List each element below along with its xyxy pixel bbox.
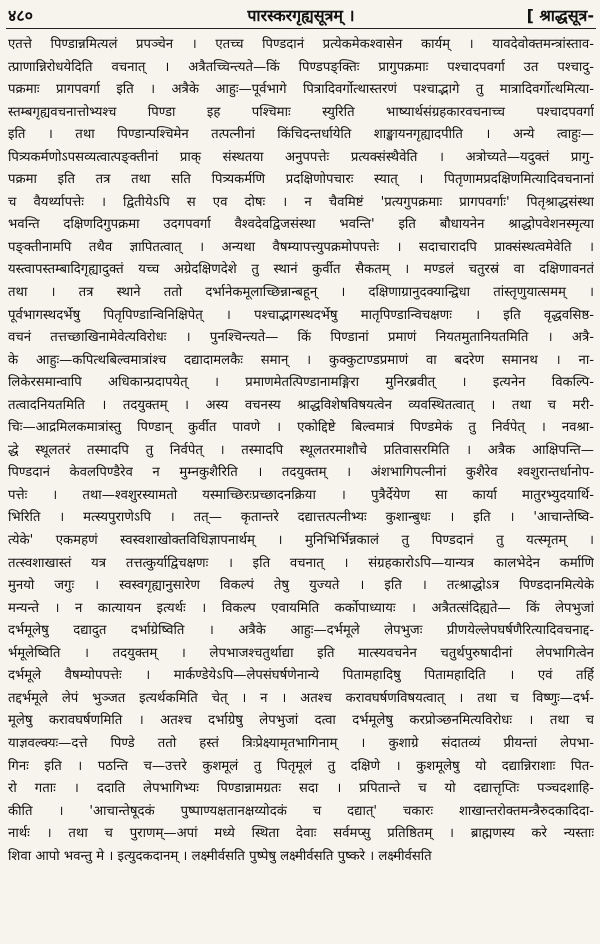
text-line: वचनं तत्तच्छाखिनामेवेत्यविरोधः । पुनश्चिन्त्यते— किं पिण्डानां प्रमाणं नियतमुतानियतमिति । अत्रै-: [8, 330, 594, 346]
running-title: पारस्करगृह्यसूत्रम् ।: [247, 6, 355, 25]
text-line: रो गताः । ददाति लेपभागिभ्यः पिण्डान्नामग्रतः सदा । प्रपितान्ते च यो दद्यात्तृप्तिः पञ्चदशाहि-: [8, 781, 594, 797]
text-line: पूर्वभागस्थदर्भेषु पितृपिण्डान्विनिक्षिपेत् । पश्चाद्भागस्थदर्भेषु मातृपिण्डान्विचक्षणः । इति वृद्धवसिष्ठ-: [8, 307, 594, 323]
text-line: र्भमूलेष्विति । तदयुक्तम् । लेपभाजश्चतुर्थाद्या इति मात्स्यवचनेन चतुर्थपुरुषादीनां लेपभागित्वेन: [8, 645, 594, 661]
header-rule: [6, 28, 596, 29]
text-line: दर्भमूले वैषम्योपपत्तेः । मार्कण्डेयेऽपि—लेपसंघर्षणेनान्ये पितामहादिषु पितामहादिति । एवं तर्हि: [8, 668, 594, 684]
text-line: यस्त्वापस्तम्बादिगृह्यादुक्तं यच्च अग्रेदक्षिणदेशे तु स्थानं कुर्वीत सैकतम् । मण्डलं चतुरस्रं वा दक्षिणावनतं: [8, 262, 594, 278]
text-line: भिरिति । मत्स्यपुराणेऽपि । तत्— कृतान्तरे दद्यात्तत्पत्नीभ्यः कुशान्बुधः । इति । 'आचान्तेष्वि-: [8, 510, 594, 526]
text-line: कीति । 'आचान्तेषूदकं पुष्पाण्यक्षतानक्षय्योदकं च दद्यात्' चकारः शाखान्तरोक्तमन्त्रैरुदकादिदा-: [8, 803, 594, 819]
text-line: पक्रमा इति तत्र तथा सति पित्र्यकर्मणि प्रदक्षिणोपचारः स्यात् । पितृणामप्रदक्षिणमित्यादिवचनानां: [8, 172, 594, 188]
text-line: मुनयो जगुः । स्वस्वगृह्यानुसारेण विकल्पं तेषु युज्यते । इति । तत्श्राद्धोऽत्र पिण्डदानमित्येके: [8, 578, 594, 594]
text-line: स्तम्बगृह्यवचनात्तोभ्यश्च पिण्डा इह पश्चिमाः स्युरिति भाष्यार्थसंग्रहकारवचनाच्च पश्चादपवर्गा: [8, 104, 594, 120]
page-header: [8, 4, 594, 28]
text-line: याज्ञवल्क्यः—दत्ते पिण्डे ततो हस्तं त्रिःप्रेक्ष्यामृतभागिनाम् । कुशाग्रे संदातव्यं प्रीयन्तां लेपभा-: [8, 735, 594, 751]
page-number: ४८०: [8, 6, 33, 25]
section-label: [ श्राद्धसूत्र-: [526, 6, 594, 25]
text-line: गिनः इति । पठन्ति च—उत्तरे कुशमूलं तु पितृमूलं तु दक्षिणे । कुशमूलेषु यो दद्यान्निराशाः पित-: [8, 758, 594, 774]
text-line: तत्स्वशाखास्तं यत्र तत्तत्कुर्याद्विचक्षणः । इति वचनात् । संग्रहकारोऽपि—यान्यत्र कालभेदेन कर्माणि: [8, 555, 594, 571]
text-line: भवन्ति दक्षिणदिगुपक्रमा उदगपवर्गा वैश्वदेवद्विजसंस्था भवन्ति' इति बौधायनेन श्राद्धोपवेशनस्मृत्या: [8, 217, 594, 233]
text-line: पक्रमाः प्रागपवर्गा इति । अत्रैके आहुः—पूर्वभागे पित्रादिवर्गोत्थास्तरणं पश्चाद्भागे तु मात्रादिवर्गोत्थमित्या-: [8, 82, 594, 98]
text-line: के आहुः—कपित्थबिल्वमात्रांश्च दद्यादामलकैः समान् । कुक्कुटाण्डप्रमाणं वा बदरेण समानथ । ना-: [8, 352, 594, 368]
text-line: द्धे स्थूलतरं तस्मादपि तु निर्वपेत् । तस्मादपि स्थूलतरमाशौचे प्रतिवासरमिति । अत्रैक आक्षिपन्ति—: [8, 442, 594, 458]
text-line: मूलेषु करावघर्षणमिति । अतश्च दर्भाग्रेषु लेपभुजां दत्वा दर्भमूलेषु करप्रोञ्छनमित्यविरोधः । तथा च: [8, 713, 594, 729]
text-line: पित्र्यकर्मणोऽपसव्यत्वात्पङ्क्तीनां प्राक् संस्थतया अनुपपत्तेः प्रत्यक्संस्थैवेति । अत्रोच्यते—यदुक्तं प्रागु-: [8, 149, 594, 165]
text-line: एतत्ते पिण्डान्नमित्यलं प्रपञ्चेन । एतच्च पिण्डदानं प्रत्येकमेकश्वासेन कार्यम् । यावदेवोक्तमन्त्रांस्ताव-: [8, 37, 594, 52]
text-line: दर्भमूलेषु दद्यादुत दर्भाग्रेष्विति । अत्रैके आहुः—दर्भमूले लेपभुजः प्रीणयेल्लेपघर्षणैरित्यादिवचनाद्द-: [8, 623, 594, 639]
text-line: पत्तेः । तथा—श्वशुरस्यामतो यस्माच्छिरःप्रच्छादनक्रिया । पुत्रैर्देयेण सा कार्या मातुरभ्युदयार्थि-: [8, 487, 594, 503]
text-line: तथा । तत्र स्थाने ततो दर्भानेकमूलाच्छिन्नान्बहून् । दक्षिणाग्रानुदक्यान्द्विधा तांस्तृणुयात्समम् ।: [8, 285, 594, 301]
text-line: लिकेरसमान्वापि अधिकान्प्रदापयेत् । प्रमाणमेतत्पिण्डानामङ्गिरा मुनिरब्रवीत् । इत्यनेन विकल्पि-: [8, 375, 594, 391]
text-line: त्येके' एकमहणं स्वस्वशाखोक्तविधिज्ञापनार्थम् । मुनिभिर्भिन्नकालं तु पिण्डदानं तु यत्स्मृतम् ।: [8, 533, 594, 549]
text-line: च वैयर्थ्यापत्तेः । द्वितीयेऽपि स एव दोषः । न चैवमिष्टं 'प्रत्यगुपक्रमाः प्रागपवर्गाः' पितृश्राद्धसंस्था: [8, 194, 594, 210]
text-line: पिण्डदानं केवलपिण्डैरेव न मुम्नकुशैरिति । तदयुक्तम् । अंशभागिपत्नीनां कुशैरेव श्वशुरान्तर्धानोप-: [8, 465, 594, 481]
body-text: [8, 34, 594, 868]
text-line: त्प्राणान्निरोधयेदिति वचनात् । अत्रैतच्चिन्त्यते—किं पिण्डपङ्क्तिः प्रागुपक्रमाः पश्चादपवर्गा उत पश्चादु-: [8, 59, 594, 75]
text-line: पङ्क्तीनामपि तथैव ज्ञापितत्वात् । अन्यथा वैषम्यापत्त्युपक्रमोपपत्तेः । सदाचारादपि प्राक्संस्थत्वमेवेति ।: [8, 239, 594, 255]
text-line: इति । तथा पिण्डान्पश्चिमेन तत्पत्नीनां किंचिदन्तर्धायेति शाङ्खायनगृह्यादपीति । अन्ये त्वाहुः—: [8, 127, 594, 143]
text-line: तद्दर्भमूले लेपं भुञ्जत इत्यर्थकमिति चेत् । न । अतश्च करावघर्षणविषयत्वात् । तथा च विष्णुः—दर्भ-: [8, 690, 594, 706]
text-line: शिवा आपो भवन्तु मे । इत्युदकदानम् । लक्ष्मीर्वसति पुष्पेषु लक्ष्मीर्वसति पुष्करे । लक्ष्मीर्वसति: [8, 848, 432, 864]
text-line: मन्यन्ते । न कात्यायन इत्यर्थः । विकल्प एवायमिति कर्कोपाध्यायः । अत्रैतत्संदिह्यते— किं लेपभुजां: [8, 600, 594, 616]
text-line: नार्थः । तथा च पुराणम्—अपां मध्ये स्थिता देवाः सर्वमप्सु प्रतिष्ठितम् । ब्राह्मणस्य करे न्यस्ताः: [8, 826, 594, 842]
text-line: तत्वादनियतमिति । तदयुक्तम् । अस्य वचनस्य श्राद्धविशेषविषयत्वेन व्यवस्थितत्वात् । तथा च मरी-: [8, 397, 594, 413]
text-line: चिः—आद्रमिलकमात्रांस्तु पिण्डान् कुर्वीत पावणे । एकोद्दिष्टे बिल्वमात्रं पिण्डमेकं तु निर्वपेत् । नवश्रा-: [8, 420, 594, 436]
